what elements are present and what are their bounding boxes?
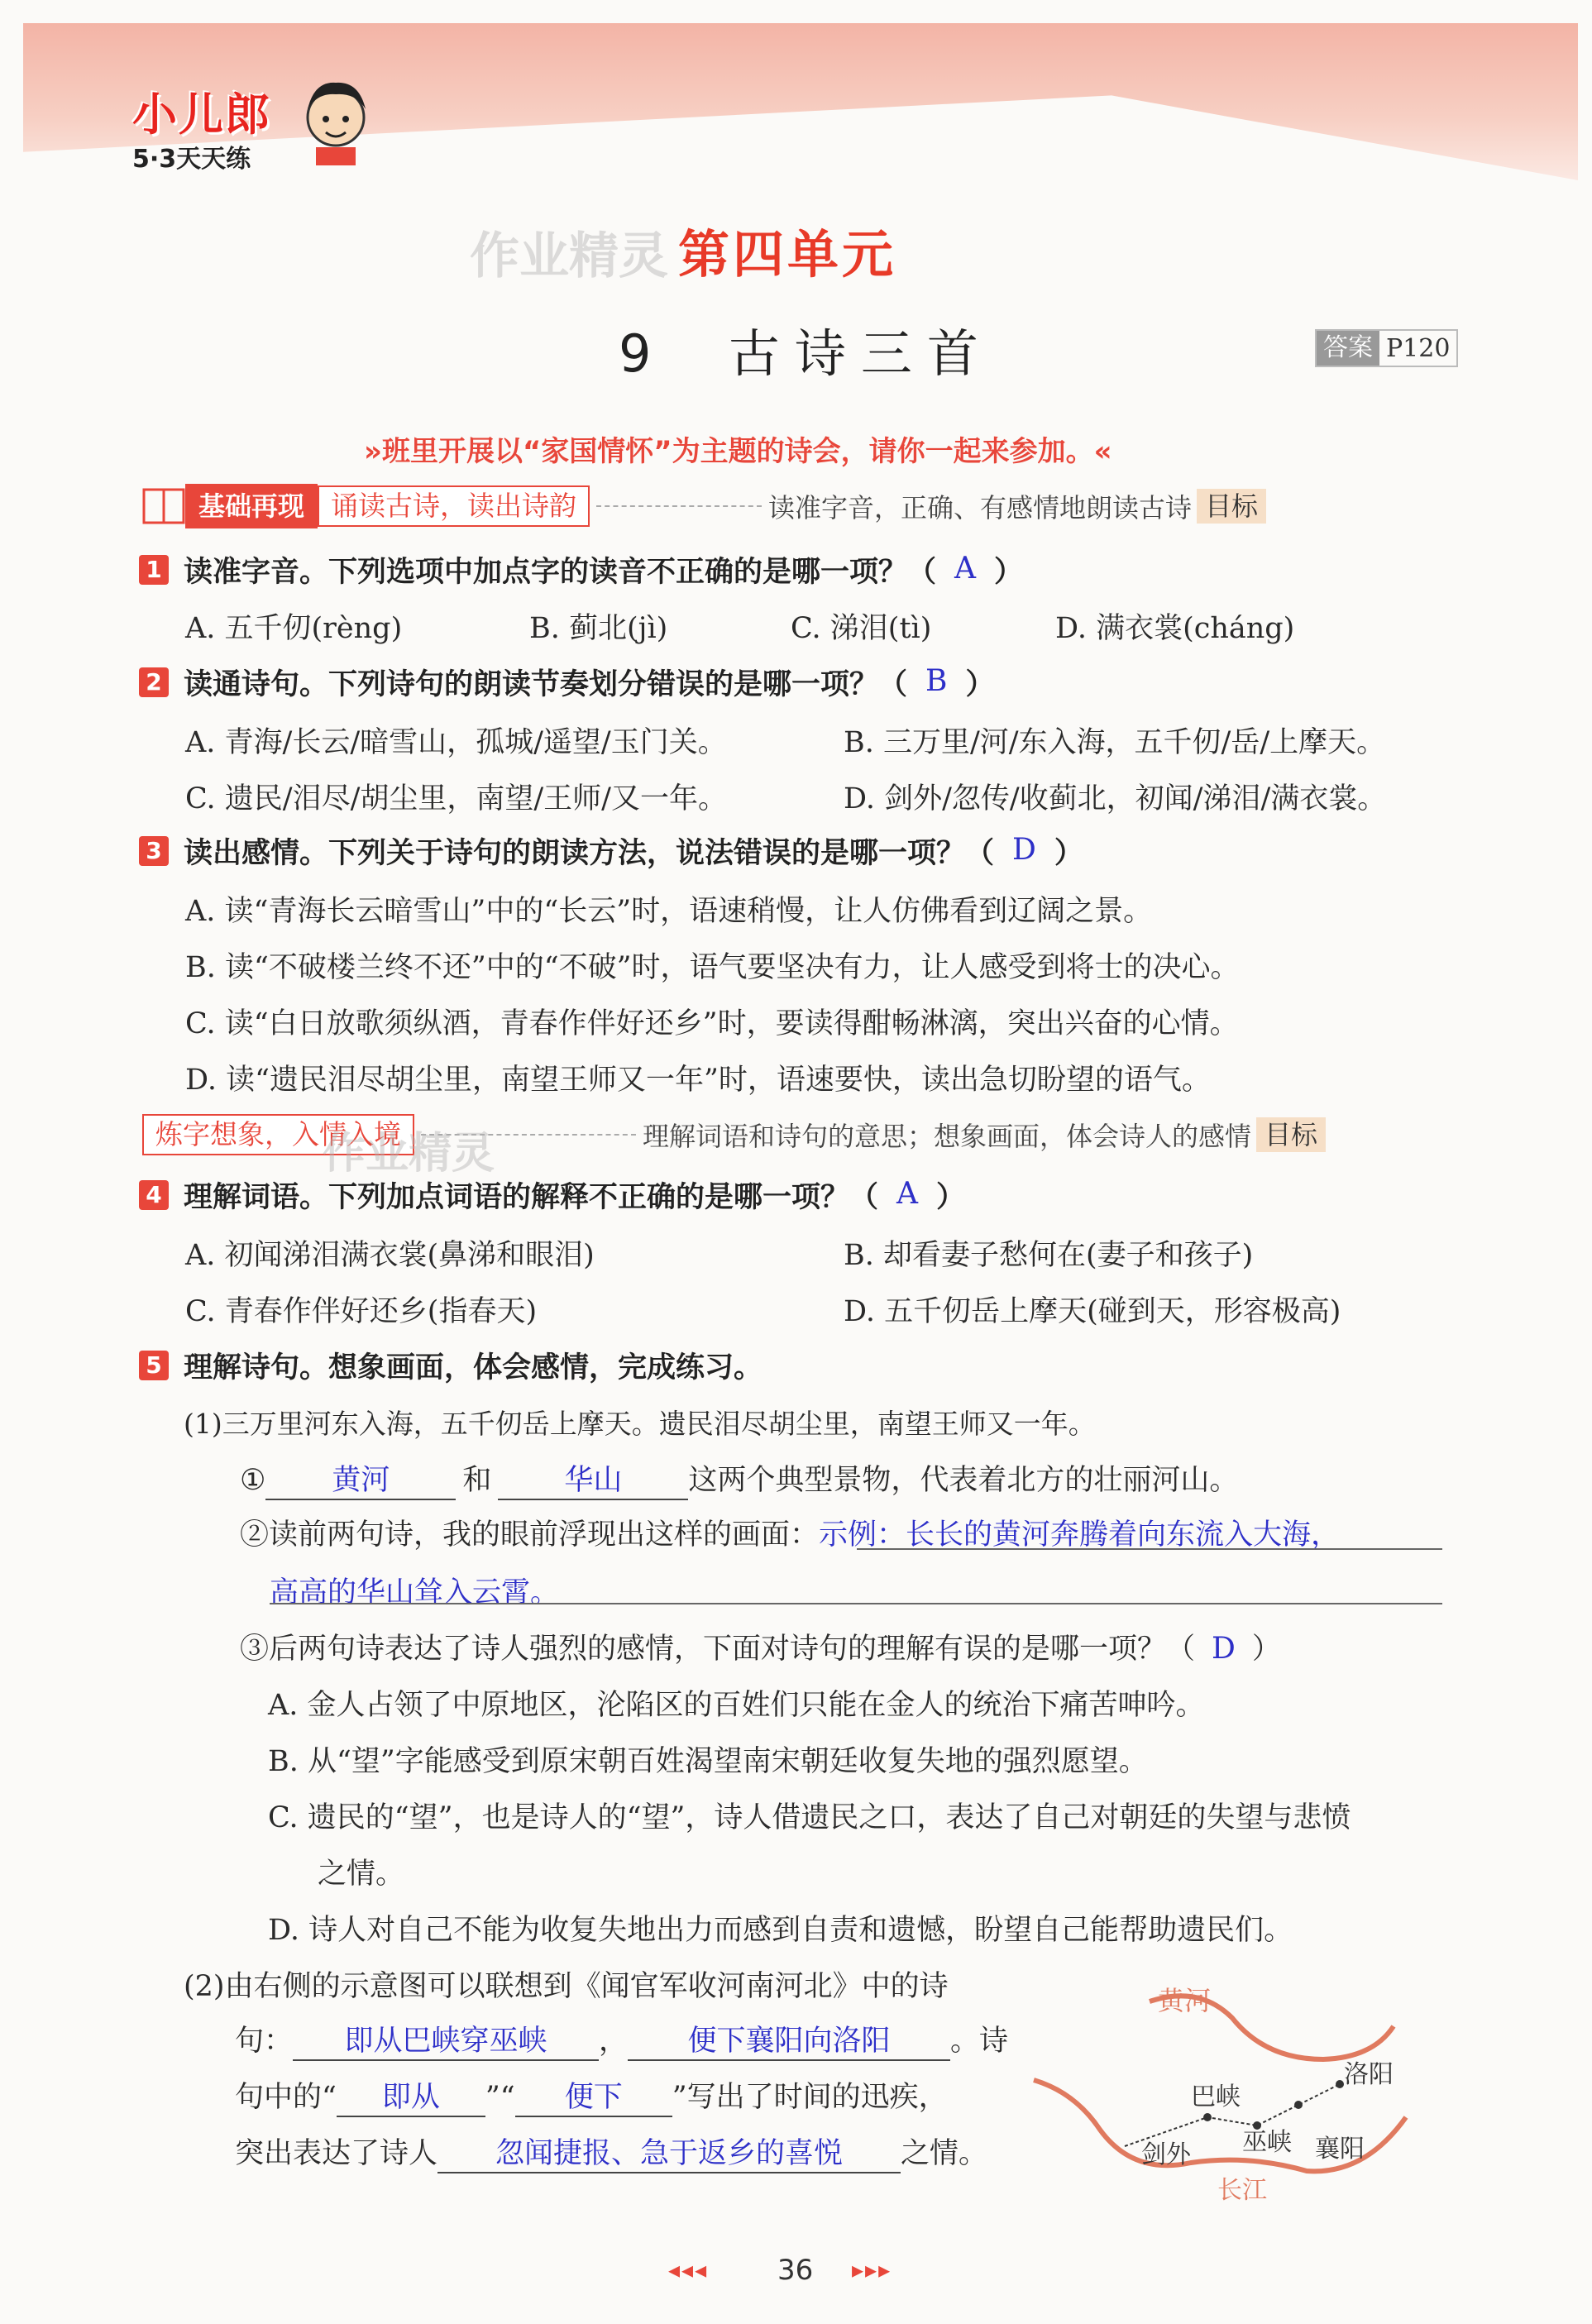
option: D. 诗人对自己不能为收复失地出力而感到自责和遗憾，盼望自己能帮助遗民们。 [268, 1914, 1293, 1947]
goal-label: 目标 [1256, 1117, 1326, 1152]
goal-text: 理解词语和诗句的意思；想象画面，体会诗人的感情 [643, 1121, 1252, 1152]
option: B. 读“不破楼兰终不还”中的“不破”时，语气要坚决有力，让人感受到将士的决心。 [185, 951, 1240, 984]
option-continued: 之情。 [318, 1858, 405, 1891]
next-arrows-icon: ▸▸▸ [852, 2256, 892, 2283]
section-tag: 基础再现 [185, 484, 318, 528]
option: A. 五千仞(rèng) [185, 612, 403, 645]
brand-name: 小儿郎 [132, 88, 271, 141]
lesson-number: 9 [619, 323, 667, 384]
book-icon [142, 485, 185, 528]
luoyang-label: 洛阳 [1344, 2060, 1394, 2089]
separator: ， [599, 2025, 629, 2058]
question-number: 5 [139, 1351, 169, 1380]
watermark: 作业精灵 [470, 227, 668, 285]
route-map [1025, 1968, 1439, 2208]
page-number: 36 [777, 2254, 814, 2287]
changjiang-label: 长江 [1217, 2176, 1267, 2205]
option: C. 读“白日放歌须纵酒，青春作伴好还乡”时，要读得酣畅淋漓，突出兴奋的心情。 [185, 1007, 1239, 1040]
option: C. 涕泪(tì) [791, 612, 932, 645]
option: A. 读“青海长云暗雪山”中的“长云”时，语速稍慢，让人仿佛看到辽阔之景。 [185, 895, 1153, 928]
question-3 [139, 830, 1083, 872]
baxia-label: 巴峡 [1191, 2083, 1241, 2111]
goal-label: 目标 [1197, 489, 1266, 524]
question-text: 理解词语。下列加点词语的解释不正确的是哪一项？（ [184, 1181, 879, 1214]
blank-answer: 华山 [498, 1457, 688, 1500]
question-4 [139, 1174, 965, 1216]
option: A. 初闻涕泪满衣裳(鼻涕和眼泪) [185, 1239, 595, 1272]
connector: 和 [462, 1464, 492, 1497]
prompt-text: 突出表达了诗人 [235, 2137, 438, 2170]
option: B. 却看妻子愁何在(妻子和孩子) [844, 1239, 1254, 1272]
option: C. 青春作伴好还乡(指春天) [185, 1295, 538, 1328]
fill-line [235, 2018, 1008, 2061]
question-5 [139, 1345, 763, 1386]
option: B. 蓟北(jì) [529, 612, 668, 645]
answer: D [1212, 1632, 1236, 1666]
section-theme: 炼字想象，入情入境 [142, 1114, 414, 1155]
lesson-title [619, 313, 993, 386]
option: D. 满衣裳(cháng) [1055, 612, 1295, 645]
xiangyang-label: 襄阳 [1315, 2135, 1365, 2164]
question-text: ③后两句诗表达了诗人强烈的感情，下面对诗句的理解有误的是哪一项？（ [240, 1633, 1196, 1666]
separator: ”“ [485, 2081, 515, 2114]
answer-page: P120 [1386, 333, 1451, 363]
question-number: 4 [139, 1180, 169, 1210]
unit-title: 第四单元 [678, 224, 897, 285]
sub-question-1 [240, 1457, 1238, 1500]
wuxia-label: 巫峡 [1242, 2128, 1292, 2157]
answer: B [925, 664, 948, 698]
sub-question-3 [240, 1626, 1281, 1667]
paren-close: ） [994, 556, 1024, 589]
goal-text: 读准字音，正确、有感情地朗读古诗 [768, 492, 1193, 524]
sub-question-4: (2)由右侧的示意图可以联想到《闻官军收河南河北》中的诗 [184, 1970, 949, 2003]
paren-close: ） [1251, 1633, 1281, 1666]
answer-reference [1315, 329, 1458, 367]
mascot-icon [298, 76, 374, 167]
answer-line [857, 1548, 1442, 1550]
question-2 [139, 662, 995, 703]
prompt-text: 句中的“ [235, 2081, 337, 2114]
answer: A [954, 552, 977, 586]
question-number: 3 [139, 836, 169, 866]
option: D. 读“遗民泪尽胡尘里，南望王师又一年”时，语速要快，读出急切盼望的语气。 [185, 1064, 1211, 1097]
item-marker: ① [240, 1464, 266, 1497]
section-bar-basic [142, 483, 1441, 529]
answer: D [1012, 833, 1036, 867]
question-number: 2 [139, 667, 169, 697]
question-text: 读准字音。下列选项中加点字的读音不正确的是哪一项？（ [184, 556, 937, 589]
option: D. 五千仞岳上摩天(碰到天，形容极高) [844, 1295, 1341, 1328]
blank-answer: 即从巴峡穿巫峡 [293, 2018, 599, 2061]
answer-line [270, 1603, 1442, 1604]
blank-answer: 黄河 [265, 1457, 456, 1500]
question-text: 读通诗句。下列诗句的朗读节奏划分错误的是哪一项？（ [184, 668, 908, 701]
sub-question-2 [240, 1512, 1340, 1553]
sentence-tail: 这两个典型景物，代表着北方的壮丽河山。 [688, 1464, 1239, 1497]
prompt-text: 句： [235, 2025, 294, 2058]
answer-label: 答案 [1317, 331, 1379, 366]
answer: A [896, 1177, 919, 1211]
divider [596, 505, 762, 507]
question-text: 读出感情。下列关于诗句的朗读方法，说法错误的是哪一项？（ [184, 837, 995, 870]
activity-theme: »班里开展以“家国情怀”为主题的诗会，请你一起来参加。« [364, 435, 1112, 468]
question-number: 1 [139, 555, 169, 585]
watermark: 作业精灵 [323, 1129, 495, 1179]
blank-answer: 即从 [337, 2074, 485, 2117]
handwritten-answer: 示例：长长的黄河奔腾着向东流入大海， [819, 1518, 1341, 1552]
option: D. 剑外/忽传/收蓟北，初闻/涕泪/满衣裳。 [844, 782, 1387, 815]
prev-arrows-icon: ◂◂◂ [668, 2256, 709, 2283]
prompt-text: ②读前两句诗，我的眼前浮现出这样的画面： [240, 1518, 820, 1552]
sentence-tail: ”写出了时间的迅疾， [672, 2081, 948, 2114]
option: B. 三万里/河/东入海，五千仞/岳/上摩天。 [844, 726, 1386, 759]
fill-line [235, 2130, 987, 2173]
question-text: 理解诗句。想象画面，体会感情，完成练习。 [184, 1351, 763, 1384]
sentence-tail: 之情。 [901, 2137, 988, 2170]
question-1 [139, 549, 1023, 591]
fill-line [235, 2074, 948, 2117]
paren-close: ） [965, 668, 995, 701]
paren-close: ） [1054, 837, 1083, 870]
blank-answer: 便下襄阳向洛阳 [628, 2018, 950, 2061]
poem-line: (1)三万里河东入海，五千仞岳上摩天。遗民泪尽胡尘里，南望王师又一年。 [184, 1408, 1096, 1440]
option: A. 青海/长云/暗雪山，孤城/遥望/玉门关。 [185, 726, 727, 759]
brand-sub: 5·3天天练 [132, 145, 251, 174]
option: C. 遗民的“望”，也是诗人的“望”，诗人借遗民之口，表达了自己对朝廷的失望与悲愤 [268, 1801, 1351, 1834]
blank-answer: 便下 [515, 2074, 672, 2117]
handwritten-answer: 高高的华山耸入云霄。 [270, 1576, 560, 1609]
brand-logo [132, 79, 271, 175]
sentence-tail: 。诗 [950, 2025, 1009, 2058]
blank-answer: 忽闻捷报、急于返乡的喜悦 [437, 2130, 901, 2173]
option: A. 金人占领了中原地区，沦陷区的百姓们只能在金人的统治下痛苦呻吟。 [268, 1689, 1205, 1722]
option: C. 遗民/泪尽/胡尘里，南望/王师/又一年。 [185, 782, 727, 815]
paren-close: ） [936, 1181, 966, 1214]
option: B. 从“望”字能感受到原宋朝百姓渴望南宋朝廷收复失地的强烈愿望。 [268, 1745, 1148, 1778]
section-theme: 诵读古诗，读出诗韵 [318, 485, 590, 527]
huanghe-label: 黄河 [1158, 1985, 1212, 2016]
jianwai-label: 剑外 [1141, 2140, 1191, 2169]
lesson-name: 古诗三首 [728, 323, 993, 384]
